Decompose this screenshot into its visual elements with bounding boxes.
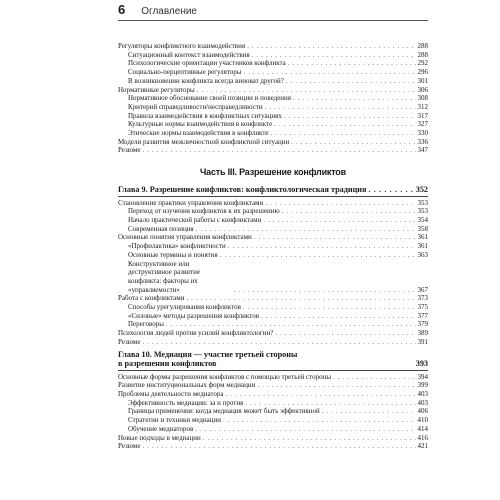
toc-entry-page: 394 [417,372,428,381]
toc-entry-title: «Профилактика» конфликтности [128,242,226,251]
toc-entry[interactable] [118,199,428,208]
toc-entry-page: 296 [417,68,428,77]
toc-entry-title: Современная позиция [128,224,194,233]
toc-entry-title: Нормативные регуляторы [118,85,195,94]
toc-entry[interactable] [118,260,428,295]
toc-entry-title: Психологические ориентации участников конфликта [128,59,286,68]
leader-dots [368,185,413,195]
toc-entry-page: 347 [417,146,428,155]
running-head [118,2,428,17]
leader-dots [166,320,416,329]
toc-entry[interactable] [118,425,428,434]
toc-entry[interactable] [118,42,428,51]
toc-entry-title: Переговоры [128,320,164,329]
toc-entry-page: 406 [417,407,428,416]
toc-entry[interactable] [118,103,428,112]
chapter-10-page: 393 [415,359,428,369]
leader-dots [265,199,415,208]
toc-entry-page: 288 [417,42,428,50]
toc-entry-title: Резюме [118,442,141,451]
leader-dots [186,294,415,303]
toc-entry[interactable] [118,390,428,399]
toc-entry-page: 358 [417,224,428,233]
toc-entry-title: Переход от изучения конфликтов к их разрешению [128,207,280,216]
toc-entry[interactable] [118,442,428,451]
toc-entry-page: 312 [417,102,428,111]
toc-entry[interactable] [118,146,428,155]
chapter-9-rule [118,196,428,197]
chapter-9-page: 352 [415,185,428,195]
page-number: 6 [118,2,126,17]
leader-dots [252,51,416,60]
toc-entry[interactable] [118,251,428,260]
toc-entry[interactable] [118,338,428,347]
toc-entry-title: Этические нормы взаимодействия в конфликте [128,129,269,138]
toc-section-a [118,42,428,155]
leader-dots [263,216,415,225]
leader-dots [243,303,416,312]
toc-entry-title: Резюме [118,146,141,155]
toc-entry[interactable] [118,294,428,303]
toc-entry-title: Психология людей против усилий конфликтологии? [118,329,274,338]
toc-entry-page: 414 [417,424,428,433]
leader-dots [254,233,416,242]
toc-entry[interactable] [118,312,428,321]
leader-dots [142,146,415,155]
toc-entry[interactable] [118,225,428,234]
toc-entry-page: 391 [417,337,428,346]
toc-entry-title: Резюме [118,337,141,346]
leader-dots [293,94,415,103]
toc-entry[interactable] [118,320,428,329]
toc-entry-title: Основные понятия управления конфликтами [118,233,252,242]
toc-entry-page: 308 [417,94,428,103]
toc-entry[interactable] [118,373,428,382]
toc-entry-title: Основные формы разрешения конфликтов с помощью третьей стороны [118,372,332,381]
leader-dots [223,416,416,425]
toc-entry-page: 301 [417,76,428,85]
leader-dots [274,120,415,129]
toc-entry-title: Основные термины и понятия [128,250,218,259]
toc-entry-page: 327 [417,120,428,129]
toc-entry-page: 373 [417,294,428,303]
toc-entry-title: Социально-перцептивные регуляторы [128,68,242,77]
toc-entry-page: 330 [417,129,428,138]
leader-dots [245,399,415,408]
toc-entry[interactable] [118,138,428,147]
toc-entry-title: Правила взаимодействия в конфликтных ситуациях [128,111,282,120]
leader-dots [271,129,416,138]
leader-dots [257,381,415,390]
toc-entry-title: Границы применения: когда медиация может быть эффективной [128,407,320,416]
toc-entry-page: 288 [417,50,428,59]
toc-entry[interactable] [118,434,428,443]
toc-entry-page: 379 [417,320,428,329]
leader-dots [226,390,416,399]
toc-entry[interactable] [118,303,428,312]
toc-entry[interactable] [118,416,428,425]
toc-entry[interactable] [118,233,428,242]
toc-entry-page: 354 [417,216,428,225]
chapter-10-rule [118,370,428,371]
toc-entry-title: Способы урегулирования конфликтов [128,303,241,312]
toc-entry-title: Обучение медиаторов [128,424,194,433]
leader-dots [228,242,416,251]
toc-entry-page: 421 [417,442,428,451]
leader-dots [333,373,415,382]
leader-dots [261,312,415,321]
toc-section-b [118,199,428,347]
leader-dots [286,77,416,86]
leader-dots [142,338,415,347]
leader-dots [196,225,416,234]
leader-dots [282,207,416,216]
leader-dots [284,112,416,121]
toc-entry-title: Модели развития межличностной конфликтной ситуации [118,137,290,146]
leader-dots [247,42,415,51]
part-heading: Часть III. Разрешение конфликтов [200,167,346,178]
toc-entry[interactable] [118,216,428,225]
toc-entry[interactable] [118,120,428,129]
leader-dots [288,59,416,68]
toc-entry-page: 403 [417,398,428,407]
leader-dots [265,103,416,112]
leader-dots [244,68,416,77]
toc-entry-title: Работа с конфликтами [118,294,185,303]
leader-dots [203,434,416,443]
toc-entry[interactable] [118,381,428,390]
leader-dots [142,442,415,451]
toc-entry[interactable] [118,129,428,138]
toc-entry-title: Начало практической работы с конфликтами [128,216,262,225]
chapter-9-title: Глава 9. Разрешение конфликтов: конфликтологическая традиция [118,185,367,195]
toc-entry-page: 353 [417,207,428,216]
toc-entry-page: 375 [417,303,428,312]
toc-entry-page: 399 [417,381,428,390]
toc-section-c [118,373,428,451]
toc-entry[interactable] [118,59,428,68]
toc-entry-title: Конструктивное или деструктивное развитие конфликта: факторы их «управляемости» [128,259,200,294]
leader-dots [195,425,415,434]
toc-entry-title: Новые подходы в медиации [118,433,201,442]
toc-entry[interactable] [118,77,428,86]
toc-entry-page: 377 [417,311,428,320]
toc-entry-title: Регуляторы конфликтного взаимодействия [118,42,246,50]
toc-entry-title: Культурные нормы взаимодействия в конфликте [128,120,273,129]
toc-entry[interactable] [118,242,428,251]
toc-entry-page: 367 [417,285,428,294]
toc-entry-page: 403 [417,390,428,398]
toc-entry[interactable] [118,112,428,121]
toc-entry-title: Критерий справедливости/несправедливости [128,102,263,111]
header-rule [118,20,428,21]
toc-entry-title: Проблемы деятельности медиатора [118,390,224,398]
toc-entry[interactable] [118,207,428,216]
chapter-10-title-row2 [118,359,428,369]
chapter-10-title-line2: в разрешении конфликтов [118,359,217,369]
toc-entry-title: Нормативное обоснование своей позиции и поведения [128,94,292,103]
toc-entry-page: 336 [417,137,428,146]
toc-entry[interactable] [118,407,428,416]
chapter-10-title-line1: Глава 10. Медиация — участие третьей стороны [118,349,298,359]
leader-dots [220,251,416,260]
toc-entry-title: Становление практики управления конфликтами [118,198,264,207]
toc-entry-page: 317 [417,111,428,120]
toc-entry-page: 363 [417,250,428,259]
toc-entry[interactable] [118,51,428,60]
toc-entry-title: В возникновении конфликта всегда виноват другой? [128,76,284,85]
running-head-title: Оглавление [141,6,197,17]
toc-entry[interactable] [118,68,428,77]
chapter-10-entry[interactable] [118,350,428,369]
toc-entry-title: Стратегии и техники медиации [128,416,221,425]
toc-entry[interactable] [118,94,428,103]
toc-entry-page: 353 [417,198,428,207]
toc-entry-page: 389 [417,329,428,338]
leader-dots [322,407,416,416]
chapter-9-entry[interactable] [118,185,428,195]
toc-entry-title: «Силовые» методы разрешения конфликтов [128,311,260,320]
leader-dots [275,329,415,338]
toc-entry-title: Ситуационный контекст взаимодействия [128,50,250,59]
toc-entry[interactable] [118,399,428,408]
leader-dots [197,86,416,95]
table-of-contents [118,42,428,451]
toc-entry-page: 292 [417,59,428,68]
leader-dots [291,138,415,147]
toc-entry-page: 306 [417,85,428,94]
toc-entry-page: 361 [417,233,428,242]
toc-entry-page: 416 [417,433,428,442]
toc-entry-title: Эффективность медиации: за и против [128,398,244,407]
leader-dots [234,286,416,295]
toc-entry-page: 410 [417,416,428,425]
toc-entry[interactable] [118,86,428,95]
toc-entry-page: 361 [417,242,428,251]
toc-entry[interactable] [118,329,428,338]
toc-entry-title: Развитие институциональных форм медиации [118,381,256,390]
